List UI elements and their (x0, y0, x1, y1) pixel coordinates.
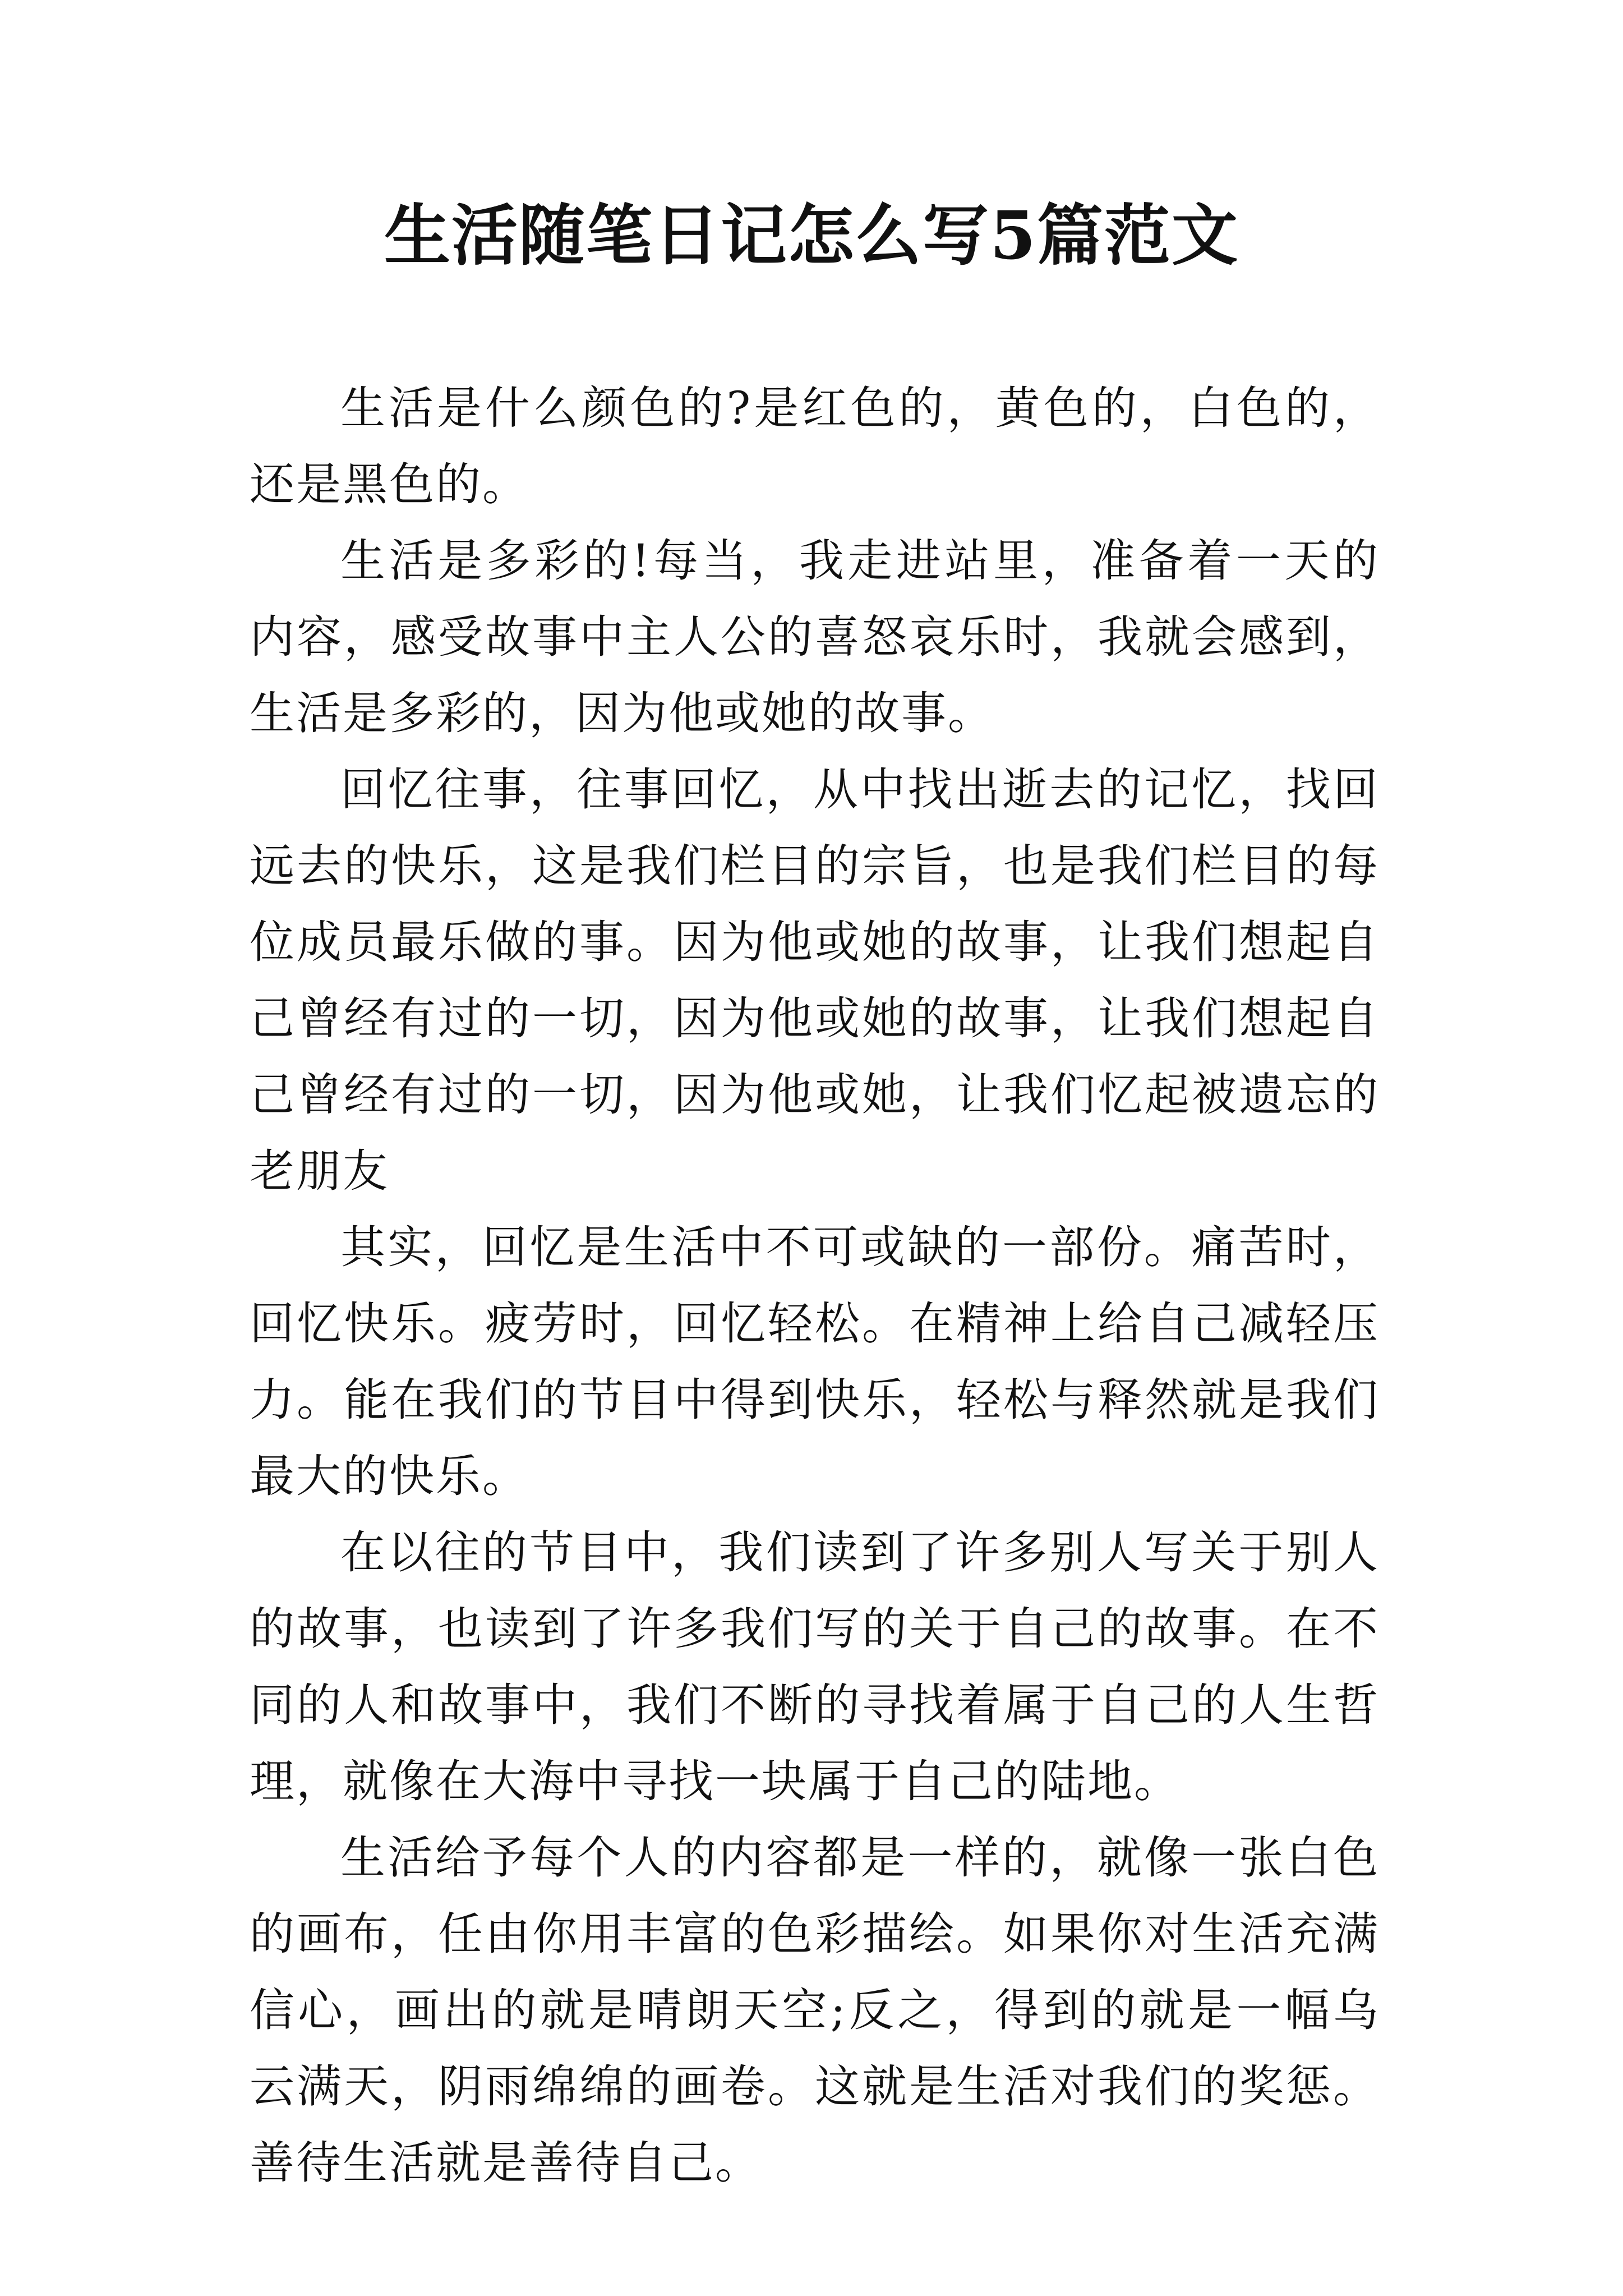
document-body (250, 370, 1380, 2201)
paragraph-4: 其实，回忆是生活中不可或缺的一部份。痛苦时，回忆快乐。疲劳时，回忆轻松。在精神上给自己减轻压力。能在我们的节目中得到快乐，轻松与释然就是我们最大的快乐。 (250, 1221, 1380, 1502)
paragraph-5: 在以往的节目中，我们读到了许多别人写关于别人的故事，也读到了许多我们写的关于自己的故事。在不同的人和故事中，我们不断的寻找着属于自己的人生哲理，就像在大海中寻找一块属于自己的陆地。 (250, 1526, 1380, 1807)
paragraph-6: 生活给予每个人的内容都是一样的，就像一张白色的画布，任由你用丰富的色彩描绘。如果你对生活充满信心，画出的就是晴朗天空;反之，得到的就是一幅乌云满天，阴雨绵绵的画卷。这就是生活对我们的奖惩。善待生活就是善待自己。 (250, 1832, 1380, 2189)
paragraph-3: 回忆往事，往事回忆，从中找出逝去的记忆，找回远去的快乐，这是我们栏目的宗旨，也是我们栏目的每位成员最乐做的事。因为他或她的故事，让我们想起自己曾经有过的一切，因为他或她的故事，让我们想起自己曾经有过的一切，因为他或她，让我们忆起被遗忘的老朋友 (250, 763, 1380, 1197)
paragraph-1: 生活是什么颜色的?是红色的，黄色的，白色的，还是黑色的。 (250, 382, 1380, 510)
document-title: 生活随笔日记怎么写5篇范文 (384, 196, 1239, 274)
paragraph-2: 生活是多彩的!每当，我走进站里，准备着一天的内容，感受故事中主人公的喜怒哀乐时，我就会感到，生活是多彩的，因为他或她的故事。 (250, 535, 1380, 739)
